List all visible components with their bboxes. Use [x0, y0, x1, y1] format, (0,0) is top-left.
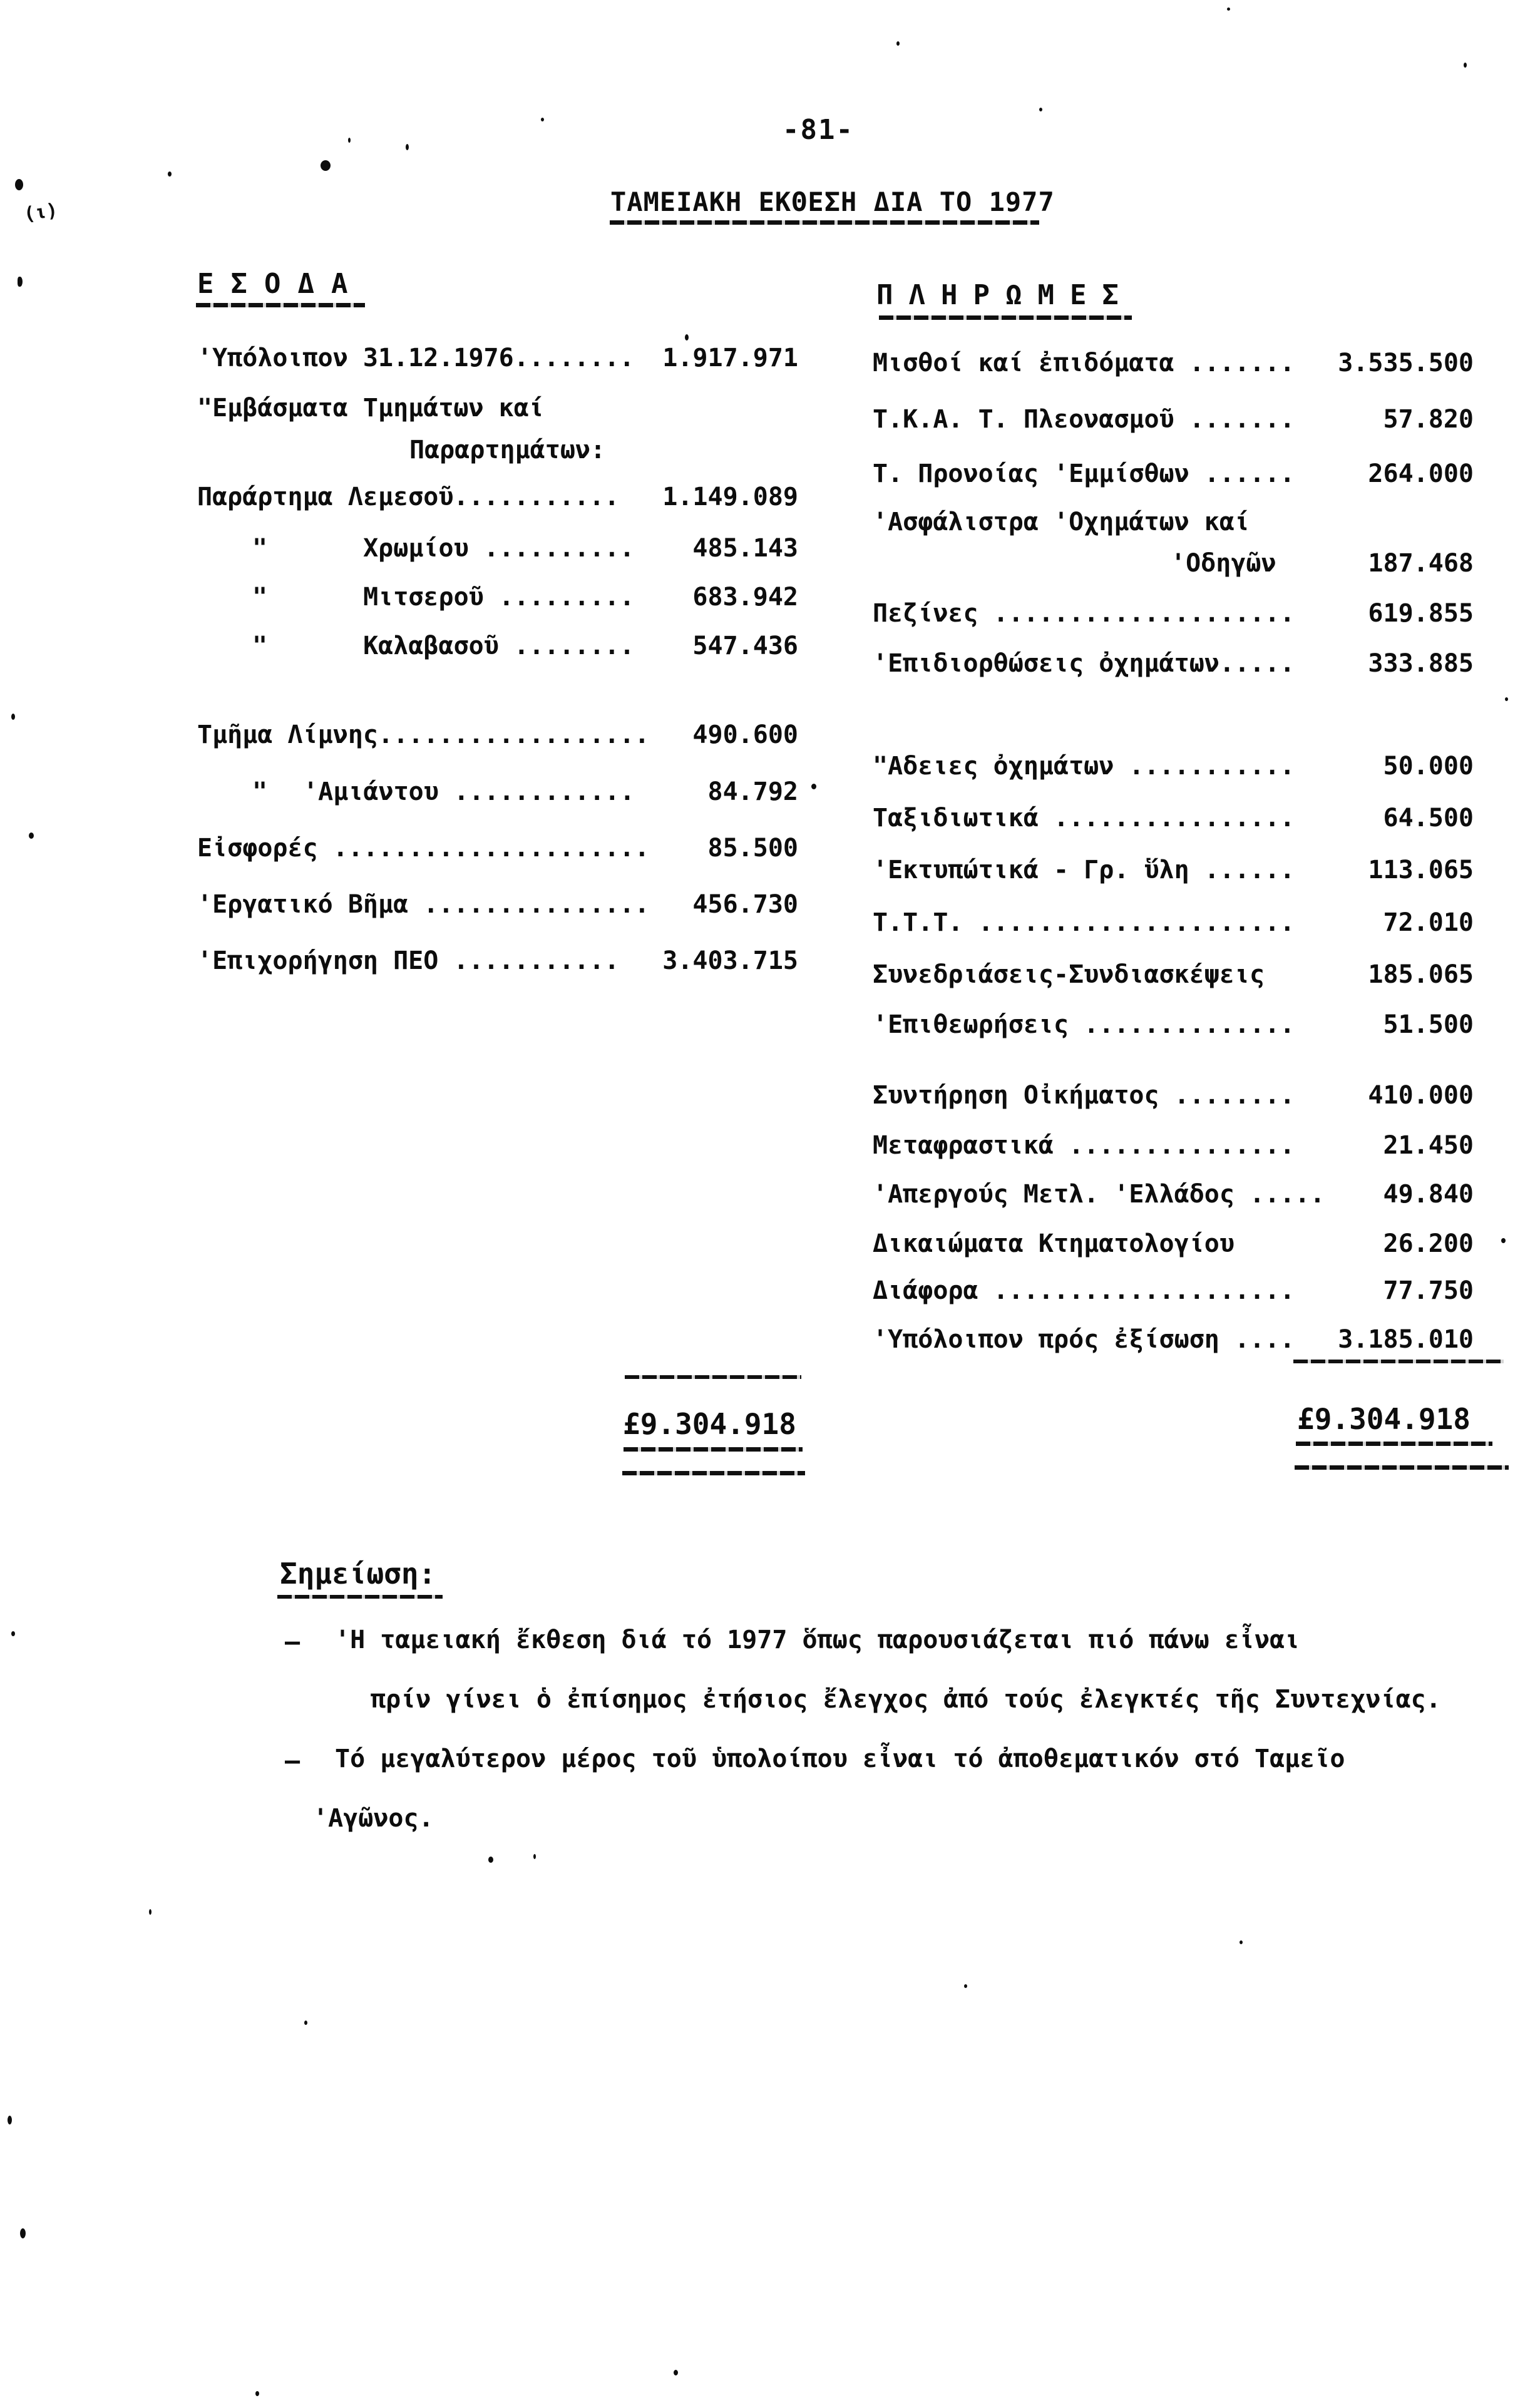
- row-label: Τ. Προνοίας 'Εμμίσθων ......: [873, 459, 1295, 488]
- table-row: [873, 550, 1474, 578]
- row-amount: 187.468: [1368, 549, 1474, 578]
- scan-speck: [348, 138, 351, 143]
- page-number: -81-: [783, 114, 854, 146]
- table-row: [873, 856, 1474, 884]
- scan-speck: [811, 784, 816, 789]
- bullet-dash: —: [285, 1627, 300, 1656]
- row-amount: 72.010: [1383, 908, 1474, 937]
- row-amount: 490.600: [692, 720, 798, 749]
- row-label: Συνεδριάσεις-Συνδιασκέψεις: [873, 960, 1265, 989]
- table-row: [197, 394, 798, 423]
- row-amount: 185.065: [1368, 960, 1474, 989]
- table-row: [197, 535, 798, 563]
- table-row: [873, 1277, 1474, 1305]
- scan-speck: [1227, 8, 1230, 11]
- scan-speck: [8, 2116, 12, 2124]
- scan-speck: [321, 160, 331, 171]
- income-heading: ΕΣΟΔΑ: [197, 268, 365, 300]
- note-line: 'Αγῶνος.: [313, 1804, 434, 1833]
- bullet-dash: —: [285, 1746, 300, 1775]
- table-row: [197, 947, 798, 975]
- row-amount: 1.917.971: [662, 344, 798, 372]
- table-row: [873, 1181, 1474, 1209]
- payments-total-rule-1: [1296, 1442, 1492, 1446]
- row-label: Παράρτημα Λεμεσοῦ...........: [197, 483, 620, 511]
- row-label: 'Επιθεωρήσεις ..............: [873, 1010, 1295, 1039]
- row-amount: 50.000: [1383, 752, 1474, 781]
- table-row: [873, 1011, 1474, 1039]
- scan-speck: [1501, 1238, 1506, 1243]
- row-label: Διάφορα ....................: [873, 1276, 1295, 1305]
- row-amount: 26.200: [1383, 1229, 1474, 1258]
- row-label: Εἰσφορές .....................: [197, 834, 650, 863]
- ditto-mark: ": [252, 777, 268, 806]
- row-label: "Αδειες ὀχημάτων ...........: [873, 752, 1295, 781]
- table-row: [197, 891, 798, 919]
- row-amount: 113.065: [1368, 856, 1474, 884]
- row-label: Παραρτημάτων:: [409, 436, 606, 464]
- scan-speck: [15, 179, 23, 190]
- row-label: 'Επιδιορθώσεις ὀχημάτων.....: [873, 649, 1295, 678]
- table-row: [873, 460, 1474, 488]
- scan-artifact: (ι): [22, 199, 59, 226]
- payments-heading-underline: [879, 315, 1132, 320]
- row-amount: 84.792: [707, 777, 798, 806]
- scan-speck: [533, 1854, 536, 1859]
- row-label: Μισθοί καί ἐπιδόματα .......: [873, 349, 1295, 377]
- scan-speck: [674, 2370, 678, 2375]
- row-label: Τ.Τ.Τ. .....................: [873, 908, 1295, 937]
- row-amount: 264.000: [1368, 459, 1474, 488]
- page-title: ΤΑΜΕΙΑΚΗ ΕΚΘΕΣΗ ΔΙΑ ΤΟ 1977: [610, 187, 1055, 217]
- scan-speck: [1464, 63, 1467, 68]
- row-label: Συντήρηση Οἰκήματος ........: [873, 1081, 1295, 1110]
- row-label: 'Υπόλοιπον 31.12.1976........: [197, 344, 635, 372]
- row-label: Δικαιώματα Κτηματολογίου: [873, 1229, 1235, 1258]
- row-label: Τμῆμα Λίμνης..................: [197, 720, 650, 749]
- scan-speck: [964, 1984, 967, 1988]
- scan-speck: [1039, 108, 1042, 111]
- row-label: "Εμβάσματα Τμημάτων καί: [197, 394, 544, 423]
- table-row: [873, 961, 1474, 989]
- row-label: Πεζίνες ....................: [873, 599, 1295, 628]
- row-amount: 333.885: [1368, 649, 1474, 678]
- scan-speck: [11, 714, 15, 720]
- table-row: [873, 406, 1474, 434]
- scan-speck: [18, 277, 23, 287]
- scan-speck: [168, 172, 172, 177]
- income-total-rule-1: [624, 1447, 803, 1452]
- table-row: [197, 834, 798, 863]
- table-row: [873, 1082, 1474, 1110]
- table-row: [873, 1326, 1474, 1354]
- row-amount: 49.840: [1383, 1180, 1474, 1209]
- title-underline: [610, 220, 1039, 225]
- scan-speck: [685, 334, 689, 341]
- table-row: [873, 1230, 1474, 1258]
- note-heading-underline: [277, 1595, 443, 1599]
- row-label: Μεταφραστικά ...............: [873, 1131, 1295, 1160]
- row-amount: 64.500: [1383, 804, 1474, 833]
- scan-speck: [488, 1857, 493, 1863]
- scan-speck: [255, 2391, 259, 2396]
- row-amount: 3.403.715: [662, 946, 798, 975]
- note-line: Τό μεγαλύτερον μέρος τοῦ ὑπολοίπου εἶναι τό ἀποθεματικόν στό Ταμεῖο: [335, 1745, 1345, 1773]
- row-label: 'Αμιάντου ............: [303, 777, 635, 806]
- row-amount: 1.149.089: [662, 483, 798, 511]
- table-row: [873, 909, 1474, 937]
- row-label: Τ.Κ.Α. Τ. Πλεονασμοῦ .......: [873, 405, 1295, 434]
- row-amount: 51.500: [1383, 1010, 1474, 1039]
- table-row: [873, 804, 1474, 833]
- table-row: [873, 349, 1474, 377]
- table-row: [197, 344, 798, 372]
- row-label: 'Εργατικό Βῆμα ...............: [197, 890, 650, 919]
- income-total: £9.304.918: [623, 1407, 796, 1441]
- row-label: 'Απεργούς Μετλ. 'Ελλάδος .....: [873, 1180, 1325, 1209]
- scan-speck: [29, 833, 34, 839]
- row-amount: 77.750: [1383, 1276, 1474, 1305]
- scan-speck: [20, 2228, 26, 2238]
- payments-heading: ΠΛΗΡΩΜΕΣ: [876, 279, 1134, 311]
- ditto-mark: ": [252, 632, 268, 660]
- row-amount: 57.820: [1383, 405, 1474, 434]
- row-label: Χρωμίου ..........: [363, 534, 635, 563]
- payments-total-rule-2: [1295, 1465, 1509, 1470]
- table-row: [197, 436, 798, 464]
- row-label: Καλαβασοῦ ........: [363, 632, 635, 660]
- income-total-rule-2: [622, 1471, 805, 1475]
- ditto-mark: ": [252, 534, 268, 563]
- row-amount: 547.436: [692, 632, 798, 660]
- table-row: [197, 483, 798, 511]
- table-row: [197, 778, 798, 806]
- row-amount: 410.000: [1368, 1081, 1474, 1110]
- scan-speck: [406, 144, 409, 150]
- scan-speck: [1240, 1940, 1243, 1944]
- note-line: πρίν γίνει ὁ ἐπίσημος ἐτήσιος ἔλεγχος ἀπό τούς ἐλεγκτές τῆς Συντεχνίας.: [371, 1685, 1441, 1714]
- table-row: [873, 600, 1474, 628]
- table-row: [197, 721, 798, 749]
- table-row: [197, 583, 798, 612]
- scan-speck: [541, 118, 544, 121]
- row-amount: 683.942: [692, 583, 798, 612]
- scan-speck: [896, 41, 900, 46]
- row-label: 'Οδηγῶν: [1171, 549, 1276, 578]
- income-heading-underline: [196, 303, 365, 307]
- ditto-mark: ": [252, 583, 268, 612]
- row-amount: 85.500: [707, 834, 798, 863]
- row-label: 'Ασφάλιστρα 'Οχημάτων καί: [873, 508, 1250, 536]
- scan-speck: [149, 1909, 151, 1915]
- table-row: [197, 632, 798, 660]
- table-row: [873, 752, 1474, 781]
- table-row: [873, 650, 1474, 678]
- scan-speck: [11, 1631, 15, 1636]
- payments-total: £9.304.918: [1297, 1402, 1471, 1436]
- row-amount: 485.143: [692, 534, 798, 563]
- row-amount: 21.450: [1383, 1131, 1474, 1160]
- scan-speck: [304, 2021, 307, 2025]
- income-total-topline: [625, 1375, 801, 1379]
- row-amount: 619.855: [1368, 599, 1474, 628]
- row-label: Ταξιδιωτικά ................: [873, 804, 1295, 833]
- table-row: [873, 508, 1474, 536]
- row-label: 'Υπόλοιπον πρός ἐξίσωση ....: [873, 1325, 1295, 1354]
- scan-speck: [1505, 697, 1508, 701]
- row-label: 'Εκτυπώτικά - Γρ. ὕλη ......: [873, 856, 1295, 884]
- note-line: 'Η ταμειακή ἔκθεση διά τό 1977 ὅπως παρουσιάζεται πιό πάνω εἶναι: [335, 1626, 1300, 1654]
- row-amount: 456.730: [692, 890, 798, 919]
- row-amount: 3.535.500: [1338, 349, 1474, 377]
- table-row: [873, 1132, 1474, 1160]
- row-label: Μιτσεροῦ .........: [363, 583, 635, 612]
- row-label: 'Επιχορήγηση ΠΕΟ ...........: [197, 946, 620, 975]
- balance-underline: [1293, 1360, 1504, 1363]
- row-amount: 3.185.010: [1338, 1325, 1474, 1354]
- note-heading: Σημείωση:: [280, 1557, 436, 1591]
